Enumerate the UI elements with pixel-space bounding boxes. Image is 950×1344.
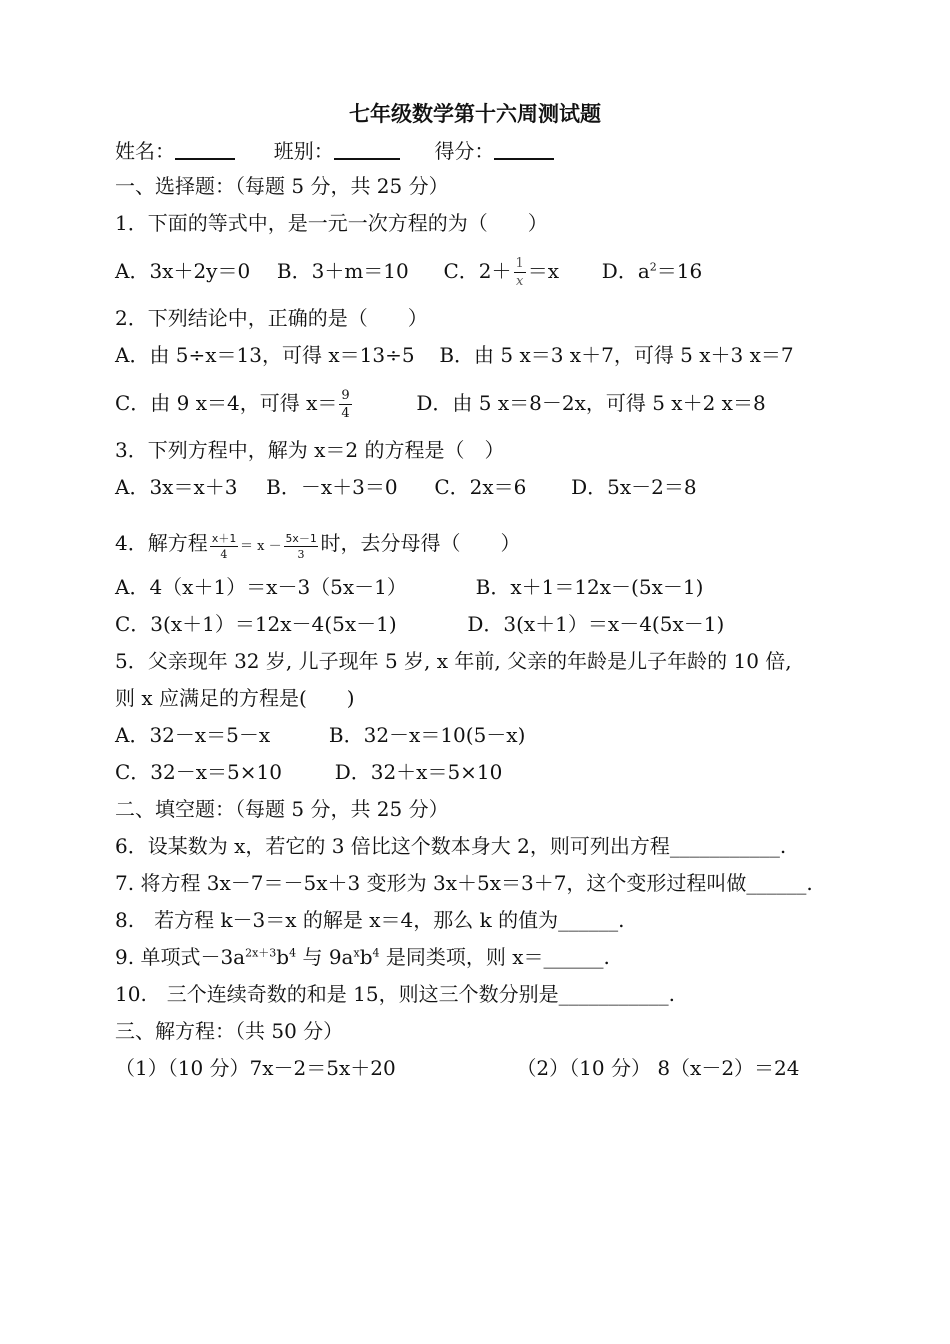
- q2-option-b: B．由 5 x＝3 x＋7，可得 5 x＋3 x＝7: [439, 343, 794, 367]
- q5-option-d: D．32＋x＝5×10: [334, 760, 503, 784]
- q3-option-b: B．－x＋3＝0: [266, 475, 398, 499]
- question-7: 7. 将方程 3x－7＝－5x＋3 变形为 3x＋5x＝3＋7，这个变形过程叫做______.: [115, 871, 813, 895]
- q3-option-c: C．2x＝6: [434, 475, 527, 499]
- q3-option-a: A．3x＝x＋3: [115, 475, 238, 499]
- score-blank[interactable]: [494, 138, 554, 160]
- name-label: 姓名：: [115, 139, 175, 163]
- page-title: 七年级数学第十六周测试题: [349, 101, 601, 126]
- question-8: 8. 若方程 k－3＝x 的解是 x＝4，那么 k 的值为______.: [115, 908, 625, 932]
- question-5-stem-line1: 5．父亲现年 32 岁, 儿子现年 5 岁, x 年前, 父亲的年龄是儿子年龄的 10 倍,: [115, 649, 792, 673]
- q5-option-c: C．32－x＝5×10: [115, 760, 282, 784]
- q5-option-a: A．32－x＝5－x: [115, 723, 271, 747]
- class-label: 班别：: [273, 139, 334, 163]
- question-5-stem-line2: 则 x 应满足的方程是( ): [115, 686, 355, 710]
- q4-fraction-right: $\frac{5x-1}{3}$: [285, 532, 317, 561]
- solve-problems-row: [115, 1055, 800, 1081]
- question-2-options-ab: [115, 342, 794, 368]
- section-heading-choice: 一、选择题：（每题 5 分，共 25 分）: [115, 174, 449, 198]
- q4-fraction-left: $\frac{x+1}{4}$: [211, 532, 236, 561]
- question-4-stem: 4．解方程 $\frac{x+1}{4}$ ＝ x － $\frac{5x-1}{3}$ 时，去分母得（ ）: [115, 531, 521, 561]
- question-3-options: [115, 474, 697, 500]
- q5-option-b: B．32－x＝10(5－x): [328, 723, 526, 747]
- q1-option-d: D．$a^2=16$: [601, 259, 703, 283]
- class-blank[interactable]: [334, 138, 400, 160]
- solve-problem-2: （2）（10 分） 8（x－2）＝24: [516, 1056, 800, 1080]
- q4-middle: ＝ x －: [239, 539, 282, 554]
- q2-c-fraction: $\frac{9}{4}$: [341, 388, 350, 421]
- question-1-stem: 1．下面的等式中，是一元一次方程的为（ ）: [115, 211, 548, 235]
- question-2-options-cd: [115, 389, 766, 420]
- q4-option-c: C．3(x＋1）＝12x－4(5x－1): [115, 612, 397, 636]
- question-4-options-ab: [115, 574, 703, 600]
- section-heading-solve: 三、解方程：（共 50 分）: [115, 1019, 344, 1043]
- question-9: 9. 单项式$-3a^{2x+3}b^4$ 与 $9a^xb^4$ 是同类项，则 x＝______.: [115, 945, 610, 969]
- question-4-options-cd: [115, 611, 724, 637]
- question-2-stem: 2．下列结论中，正确的是（ ）: [115, 306, 428, 330]
- q3-option-d: D．5x－2＝8: [571, 475, 697, 499]
- q2-option-c: C．由 9 x＝4，可得 x＝ $\frac{9}{4}$: [115, 388, 350, 421]
- section-heading-fill: 二、填空题：（每题 5 分，共 25 分）: [115, 797, 449, 821]
- question-1-options: [115, 257, 702, 288]
- question-10: 10. 三个连续奇数的和是 15，则这三个数分别是___________.: [115, 982, 675, 1006]
- q2-option-a: A．由 5÷x＝13，可得 x＝13÷5: [115, 343, 415, 367]
- q4-option-a: A．4（x＋1）＝x－3（5x－1）: [115, 575, 407, 599]
- score-label: 得分：: [434, 139, 495, 163]
- solve-problem-1: （1）（10 分）7x－2＝5x＋20: [115, 1056, 396, 1080]
- student-info-row: [115, 138, 554, 164]
- q4-option-b: B．x＋1＝12x－(5x－1): [475, 575, 704, 599]
- question-6: 6．设某数为 x，若它的 3 倍比这个数本身大 2，则可列出方程___________.: [115, 834, 787, 858]
- q1-option-b: B．3＋m＝10: [276, 259, 409, 283]
- question-5-options-ab: [115, 722, 525, 748]
- name-blank[interactable]: [175, 138, 235, 160]
- q1-option-a: A．3x＋2y＝0: [115, 259, 251, 283]
- q2-option-d: D．由 5 x＝8－2x，可得 5 x＋2 x＝8: [416, 391, 766, 415]
- q4-option-d: D．3(x＋1）＝x－4(5x－1): [467, 612, 725, 636]
- q1-option-c: C．2＋ $\frac{1}{x}$ ＝x: [443, 256, 560, 289]
- question-3-stem: 3．下列方程中，解为 x＝2 的方程是（ ）: [115, 438, 505, 462]
- q1-c-fraction: $\frac{1}{x}$: [515, 256, 524, 289]
- question-5-options-cd: [115, 759, 502, 785]
